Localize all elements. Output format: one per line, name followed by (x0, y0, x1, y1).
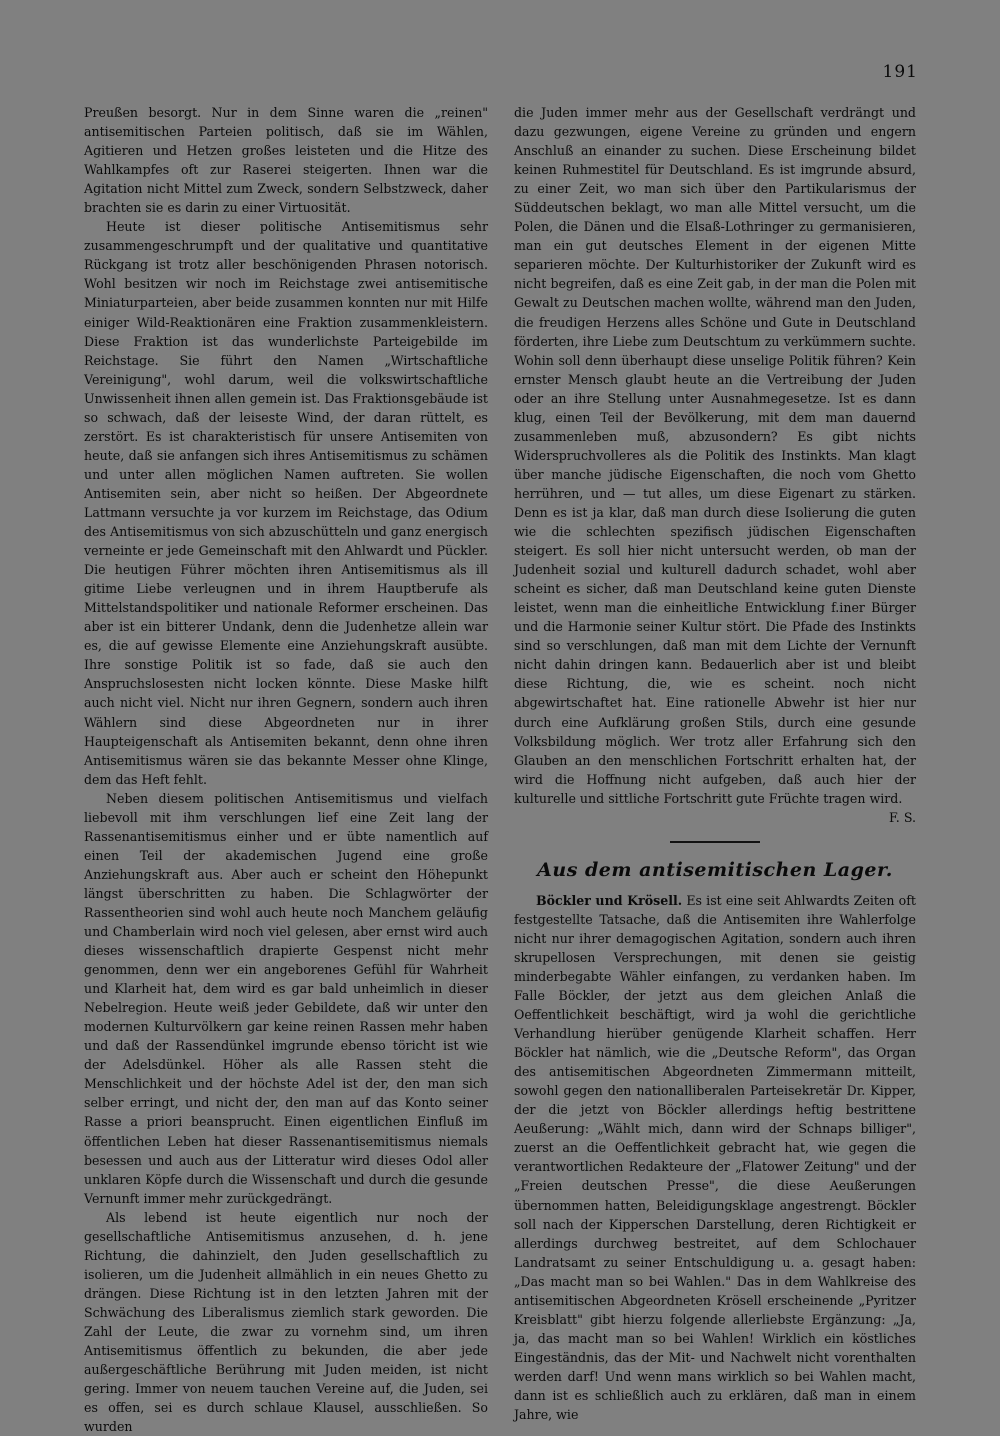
paragraph: Preußen besorgt. Nur in dem Sinne waren die „reinen" antisemitischen Parteien politisch, daß sie im Wählen, Agitieren und Hetzen großes leisteten und die Hitze des Wahlkampfes oft zur Raserei steigerten. Ihnen war die Agitation nicht Mittel zum Zweck, sondern Selbstzweck, daher brachten sie es darin zu einer Virtuosität. (84, 105, 488, 216)
section-paragraph (514, 891, 916, 1424)
author-signature: F. S. (889, 809, 916, 825)
runin-heading: Böckler und Krösell. (536, 892, 683, 908)
page-number: 191 (882, 62, 918, 82)
section-title: Aus dem antisemitischen Lager. (537, 858, 893, 881)
paragraph: Als lebend ist heute eigentlich nur noch der gesellschaftliche Antisemitismus anzusehen, d. h. jene Richtung, die dahinzielt, den Juden gesellschaftlich zu isolieren, um die Judenheit allmählich in ein neues Ghetto zu drängen. Diese Richtung ist in den letzten Jahren mit der Schwächung des Liberalismus ziemlich stark geworden. Die Zahl der Leute, die zwar zu vornehm sind, um ihren Antisemitismus öffentlich zu bekunden, die aber jede außergeschäftliche Berührung mit Juden meiden, ist nicht gering. Immer von neuem tauchen Vereine auf, die Juden, sei es offen, sei es durch schlaue Klausel, ausschließen. So wurden (84, 1209, 488, 1435)
section-text: Es ist eine seit Ahlwardts Zeiten oft festgestellte Tatsache, daß die Antisemiten ihre Wahlerfolge nicht nur ihrer demagogischen Agitation, sondern auch ihren skrupellosen Versprechungen, mit denen sie geistig minderbegabte Wähler einfangen, zu verdanken haben. Im Falle Böckler, der jetzt aus dem gleichen Anlaß die Oeffentlichkeit beschäftigt, wird ja wohl die gerichtliche Verhandlung hierüber genügende Klarheit schaffen. Herr Böckler hat nämlich, wie die „Deutsche Reform", das Organ des antisemitischen Abgeordneten Zimmermann mitteilt, sowohl gegen den nationalliberalen Parteisekretär Dr. Kipper, der die jetzt von Böckler allerdings heftig bestrittene Aeußerung: „Wählt mich, dann wird der Schnaps billiger", zuerst an die Oeffentlichkeit gebracht hat, wie gegen die verantwortlichen Redakteure der „Flatower Zeitung" und der „Freien deutschen Presse", die diese Aeußerungen übernommen hatten, Beleidigungsklage angestrengt. Böckler soll nach der Kipperschen Darstellung, deren Richtigkeit er allerdings durchweg bestreitet, auf dem Schlochauer Landratsamt zu seiner Entschuldigung u. a. gesagt haben: „Das macht man so bei Wahlen." Das in dem Wahlkreise des antisemitischen Abgeordneten Krösell erscheinende „Pyritzer Kreisblatt" gibt hierzu folgende allerliebste Ergänzung: „Ja, ja, das macht man so bei Wahlen! Wirklich ein köstliches Eingeständnis, das der Mit- und Nachwelt nicht vorenthalten werden darf! Und wenn mans wirklich so bei Wahlen macht, dann ist es schließlich auch zu erklären, daß man in einem Jahre, wie (514, 892, 916, 1423)
paragraph: Neben diesem politischen Antisemitismus und vielfach liebevoll mit ihm verschlungen lief eine Zeit lang der Rassenantisemitismus einher und er übte namentlich auf einen Teil der akademischen Jugend eine große Anziehungskraft aus. Aber auch er scheint den Höhepunkt längst überschritten zu haben. Die Schlagwörter der Rassentheorien sind wohl auch heute noch Manchem geläufig und Chamberlain wird noch viel gelesen, aber ernst wird auch dieses wissenschaftlich drapierte Gespenst nicht mehr genommen, denn wer ein angeborenes Gefühl für Wahrheit und Klarheit hat, dem wird es gar bald unheimlich in dieser Nebelregion. Heute weiß jeder Gebildete, daß wir unter den modernen Kulturvölkern gar keine reinen Rassen mehr haben und daß der Rassendünkel imgrunde ebenso töricht ist wie der Adelsdünkel. Höher als alle Rassen steht die Menschlichkeit und der höchste Adel ist der, den man sich selber erringt, und nicht der, den man auf das Konto seiner Rasse a priori beansprucht. Einen eigentlichen Einfluß im öffentlichen Leben hat dieser Rassenantisemitismus niemals besessen und auch aus der Litteratur wird dieses Odol aller unklaren Köpfe durch die Wissenschaft und durch die gesunde Vernunft immer mehr zurückgedrängt. (84, 790, 488, 1206)
right-column (514, 103, 916, 1424)
section-divider (670, 841, 760, 843)
left-column (84, 103, 488, 1436)
paragraph: die Juden immer mehr aus der Gesellschaft verdrängt und dazu gezwungen, eigene Vereine zu gründen und engern Anschluß an einander zu suchen. Diese Erscheinung bildet keinen Ruhmestitel für Deutschland. Es ist imgrunde absurd, zu einer Zeit, wo man sich über den Partikularismus der Süddeutschen beklagt, wo man alle Mittel versucht, um die Polen, die Dänen und die Elsaß-Lothringer zu germanisieren, man ein gut deutsches Element in der eigenen Mitte separieren möchte. Der Kulturhistoriker der Zukunft wird es nicht begreifen, daß es eine Zeit gab, in der man die Polen mit Gewalt zu Deutschen machen wollte, während man den Juden, die freudigen Herzens alles Schöne und Gute in Deutschland förderten, ihre Liebe zum Deutschtum zu verkümmern suchte. Wohin soll denn überhaupt diese unselige Politik führen? Kein ernster Mensch glaubt heute an die Vertreibung der Juden oder an ihre Stellung unter Ausnahmegesetze. Ist es dann klug, einen Teil der Bevölkerung, mit dem man dauernd zusammenleben muß, abzusondern? Es gibt nichts Widerspruchvolleres als die Politik des Instinkts. Man klagt über manche jüdische Eigenschaften, die noch vom Ghetto herrühren, und — tut alles, um diese Eigenart zu stärken. Denn es ist ja klar, daß man durch diese Isolierung die guten wie die schlechten spezifisch jüdischen Eigenschaften steigert. Es soll hier nicht untersucht werden, ob man der Judenheit sozial und kulturell dadurch schadet, wohl aber scheint es sicher, daß man Deutschland keine guten Dienste leistet, wenn man die einheitliche Entwicklung f.iner Bürger und die Harmonie seiner Kultur stört. Die Pfade des Instinkts sind so verschlungen, daß man mit dem Lichte der Vernunft nicht dahin dringen kann. Bedauerlich aber ist und bleibt diese Richtung, die, wie es scheint. noch nicht abgewirtschaftet hat. Eine rationelle Abwehr ist hier nur durch eine Aufklärung großen Stils, durch eine gesunde Volksbildung möglich. Wer trotz aller Erfahrung sich den Glauben an den menschlichen Fortschritt erhalten hat, der wird die Hoffnung nicht aufgeben, daß auch hier der kulturelle und sittliche Fortschritt gute Früchte tragen wird. (514, 105, 916, 806)
paragraph: Heute ist dieser politische Antisemitismus sehr zusammengeschrumpft und der qualitative und quantitative Rückgang ist trotz aller beschönigenden Phrasen notorisch. Wohl besitzen wir noch im Reichstage zwei antisemitische Miniaturparteien, aber beide zusammen konnten nur mit Hilfe einiger Wild-Reaktionären eine Fraktion zusammenkleistern. Diese Fraktion ist das wunderlichste Parteigebilde im Reichstage. Sie führt den Namen „Wirtschaftliche Vereinigung", wohl darum, weil die volkswirtschaftliche Unwissenheit ihnen allen gemein ist. Das Fraktionsgebäude ist so schwach, daß der leiseste Wind, der daran rüttelt, es zerstört. Es ist charakteristisch für unsere Antisemiten von heute, daß sie anfangen sich ihres Antisemitismus zu schämen und unter allen möglichen Namen auftreten. Sie wollen Antisemiten sein, aber nicht so heißen. Der Abgeordnete Lattmann versuchte ja vor kurzem im Reichstage, das Odium des Antisemitismus von sich abzuschütteln und ganz energisch verneinte er jede Gemeinschaft mit den Ahlwardt und Pückler. Die heutigen Führer möchten ihren Antisemitismus als ill gitime Liebe verleugnen und in ihrem Hauptberufe als Mittelstandspolitiker und nationale Reformer erscheinen. Das aber ist ein bitterer Undank, denn die Judenhetze allein war es, die auf gewisse Elemente eine Anziehungskraft ausübte. Ihre sonstige Politik ist so fade, daß sie auch den Anspruchslosesten nicht locken könnte. Diese Maske hilft auch nicht viel. Nicht nur ihren Gegnern, sondern auch ihren Wählern sind diese Abgeordneten nur in ihrer Haupteigenschaft als Antisemiten bekannt, denn ohne ihren Antisemitismus wären sie das bekannte Messer ohne Klinge, dem das Heft fehlt. (84, 219, 488, 787)
